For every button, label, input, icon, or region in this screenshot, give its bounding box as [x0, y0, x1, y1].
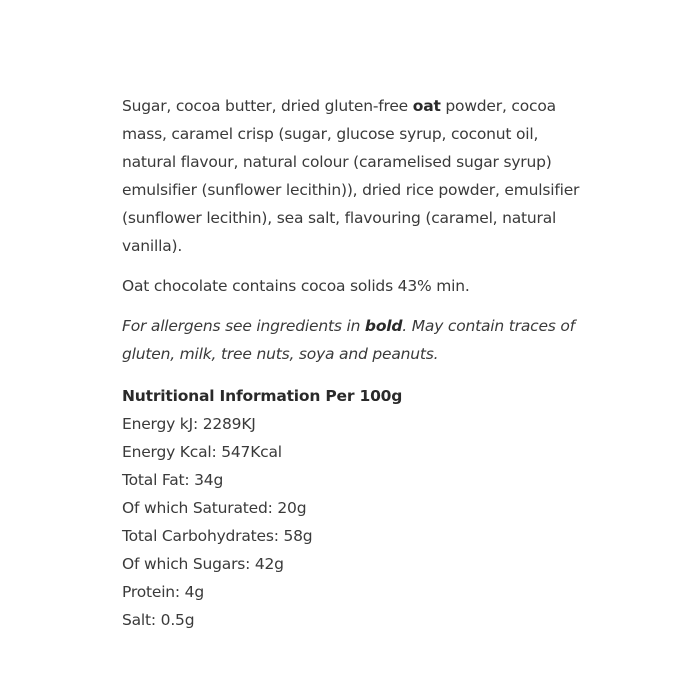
ingredients-part1: Sugar, cocoa butter, dried gluten-free: [122, 97, 413, 115]
allergen-note: [122, 312, 592, 368]
nutrition-item-energy-kcal: Energy Kcal: 547Kcal: [122, 443, 282, 461]
allergen-note-part2: . May contain traces of gluten, milk, tree nuts, soya and peanuts.: [122, 317, 575, 363]
nutrition-item-protein: Protein: 4g: [122, 583, 204, 601]
nutrition-item-energy-kj: Energy kJ: 2289KJ: [122, 415, 256, 433]
nutrition-item-total-fat: Total Fat: 34g: [122, 471, 224, 489]
ingredients-part2: powder, cocoa mass, caramel crisp (sugar, glucose syrup, coconut oil, natural flavour, natural colour (caramelised sugar syrup) emulsifier (sunflower lecithin)), dried rice powder, emulsifier (sunflower lecithin), sea salt, flavouring (caramel, natural vanilla).: [122, 97, 580, 255]
product-info: [122, 92, 592, 634]
cocoa-solids-text: Oat chocolate contains cocoa solids 43% min.: [122, 277, 470, 295]
ingredients-text: [122, 92, 592, 260]
nutrition-list: [122, 410, 592, 634]
ingredients-allergen-oat: oat: [412, 97, 441, 115]
nutrition-title: Nutritional Information Per 100g: [122, 387, 403, 405]
allergen-note-bold: bold: [364, 317, 403, 335]
nutrition-item-saturated: Of which Saturated: 20g: [122, 499, 307, 517]
allergen-note-part1: For allergens see ingredients in: [122, 317, 365, 335]
nutrition-item-salt: Salt: 0.5g: [122, 611, 195, 629]
nutrition-item-carbohydrates: Total Carbohydrates: 58g: [122, 527, 313, 545]
nutrition-item-sugars: Of which Sugars: 42g: [122, 555, 284, 573]
